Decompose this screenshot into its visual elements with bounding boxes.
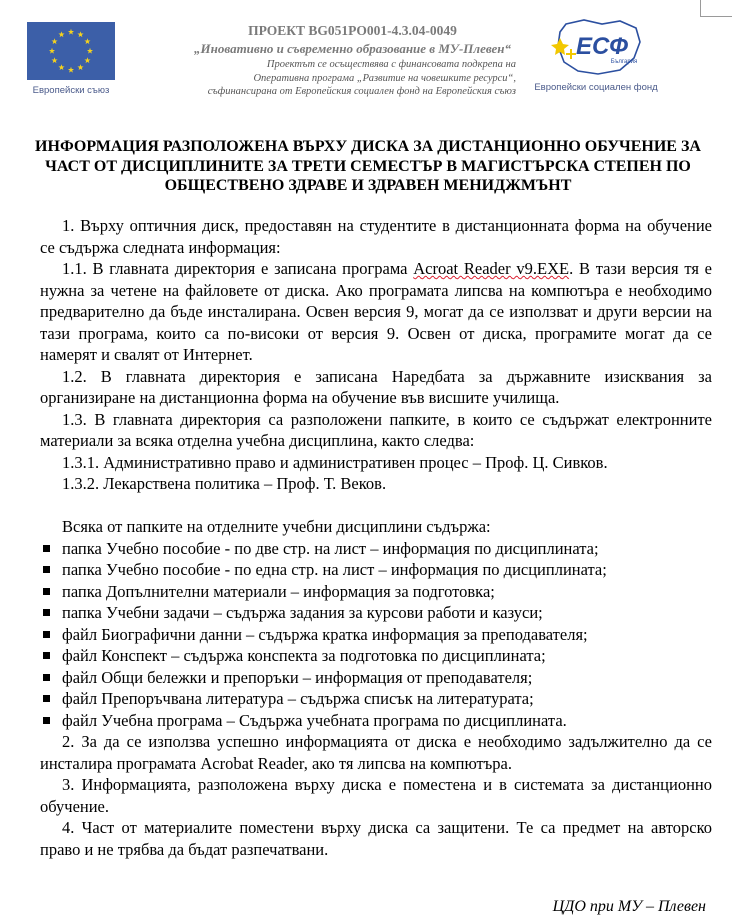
- eu-stars-icon: [27, 22, 115, 80]
- eu-star-icon: [58, 31, 64, 37]
- project-info: [175, 22, 530, 99]
- funding-line: съфинансирана от Европейския социален фонд на Европейския съюз: [207, 86, 516, 97]
- list-item: папка Учебни задачи – съдържа задания за курсови работи и казуси;: [40, 602, 712, 624]
- paragraph-1-3: 1.3. В главната директория са разположени папките, в които се съдържат електронните материали за всяка отделна учебна дисциплина, както следва:: [40, 409, 712, 450]
- folder-contents-list: [40, 538, 712, 732]
- list-item: файл Препоръчвана литература – съдържа списък на литературата;: [40, 688, 712, 710]
- svg-text:България: България: [610, 59, 638, 65]
- paragraph-3: 3. Информацията, разположена върху диска е поместена и в системата за дистанционно обучение.: [40, 775, 712, 816]
- title-line: ОБЩЕСТВЕНО ЗДРАВЕ И ЗДРАВЕН МЕНИДЖМЪНТ: [164, 177, 572, 194]
- list-item: папка Допълнителни материали – информация за подготовка;: [40, 581, 712, 603]
- paragraph-1-1-end: . В тази версия тя е нужна за четене на файловете от диска. Ако програмата липсва на компютъра е необходимо предварително да бъде инсталирана. Освен версия 9, могат да се използват и други версии на тази програма, които са по-високи от версия 9. Освен от диска, програмите могат да се намерят и свалят от Интернет.: [40, 259, 712, 364]
- paragraph-1-1: [40, 258, 712, 366]
- eu-star-icon: [77, 64, 83, 70]
- paragraph-1-1-start: 1.1. В главната директория е записана програма: [62, 259, 414, 278]
- eu-star-icon: [84, 57, 90, 63]
- project-code: ПРОЕКТ BG051PO001-4.3.04-0049: [248, 23, 457, 38]
- eu-star-icon: [58, 64, 64, 70]
- blank-line: [40, 495, 712, 517]
- paragraph-1: 1. Върху оптичния диск, предоставян на студентите в дистанционната форма на обучение се съдържа следната информация:: [40, 216, 712, 257]
- eu-star-icon: [84, 38, 90, 44]
- eu-star-icon: [77, 31, 83, 37]
- eu-star-icon: [52, 57, 58, 63]
- paragraph-1-3-1: 1.3.1. Административно право и административен процес – Проф. Ц. Сивков.: [62, 452, 608, 472]
- list-item: папка Учебно пособие - по две стр. на лист – информация по дисциплината;: [40, 538, 712, 560]
- funding-line: Оперативна програма „Развитие на човешките ресурси“,: [253, 72, 516, 84]
- program-name: Acroat Reader v9.EXE: [413, 259, 570, 278]
- paragraph-1-3-2: 1.3.2. Лекарствена политика – Проф. Т. Веков.: [62, 474, 387, 493]
- title-line: ЧАСТ ОТ ДИСЦИПЛИНИТЕ ЗА ТРЕТИ СЕМЕСТЪР В МАГИСТЪРСКА СТЕПЕН ПО: [45, 157, 691, 175]
- signature: ЦДО при МУ – Плевен: [552, 898, 706, 915]
- eu-star-icon: [87, 48, 93, 54]
- funding-line: Проектът се осъществява с финансовата подкрепа на: [266, 59, 516, 70]
- folders-intro: Всяка от папките на отделните учебни дисциплини съдържа:: [62, 517, 491, 536]
- paragraph-1-2: 1.2. В главната директория е записана Наредбата за държавните изисквания за организиране на дистанционна форма на обучение във висшите училища.: [40, 366, 712, 407]
- project-header: [0, 0, 732, 112]
- eu-star-icon: [68, 67, 74, 73]
- eu-star-icon: [68, 29, 74, 35]
- list-item: файл Общи бележки и препоръки – информация от преподавателя;: [40, 667, 712, 689]
- eu-flag-icon: [27, 22, 115, 80]
- esf-emblem-icon: [532, 14, 660, 80]
- eu-star-icon: [52, 38, 58, 44]
- eu-star-icon: [49, 48, 55, 54]
- svg-text:ЕСФ: ЕСФ: [575, 33, 629, 60]
- list-item: папка Учебно пособие - по една стр. на лист – информация по дисциплината;: [40, 559, 712, 581]
- list-item: файл Биографични данни – съдържа кратка информация за преподавателя;: [40, 624, 712, 646]
- eu-logo: [27, 22, 115, 100]
- paragraph-2: 2. За да се използва успешно информацията от диска е необходимо задължително да се инсталира програмата Acrobat Reader, ако тя липсва на компютъра.: [40, 732, 712, 773]
- esf-caption: Европейски социален фонд: [534, 82, 658, 93]
- eu-caption: Европейски съюз: [32, 85, 110, 96]
- esf-logo: [532, 14, 660, 100]
- project-title: „Иновативно и съвременно образование в МУ-Плевен“: [194, 41, 511, 56]
- list-item: файл Учебна програма – Съдържа учебната програма по дисциплината.: [40, 710, 712, 732]
- paragraph-4: 4. Част от материалите поместени върху диска са защитени. Те са предмет на авторско право и не трябва да бъдат разпечатвани.: [40, 818, 712, 859]
- document-title: [24, 137, 712, 196]
- document-body: [40, 215, 712, 860]
- list-item: файл Конспект – съдържа конспекта за подготовка по дисциплината;: [40, 645, 712, 667]
- title-line: ИНФОРМАЦИЯ РАЗПОЛОЖЕНА ВЪРХУ ДИСКА ЗА ДИСТАНЦИОННО ОБУЧЕНИЕ ЗА: [35, 138, 701, 155]
